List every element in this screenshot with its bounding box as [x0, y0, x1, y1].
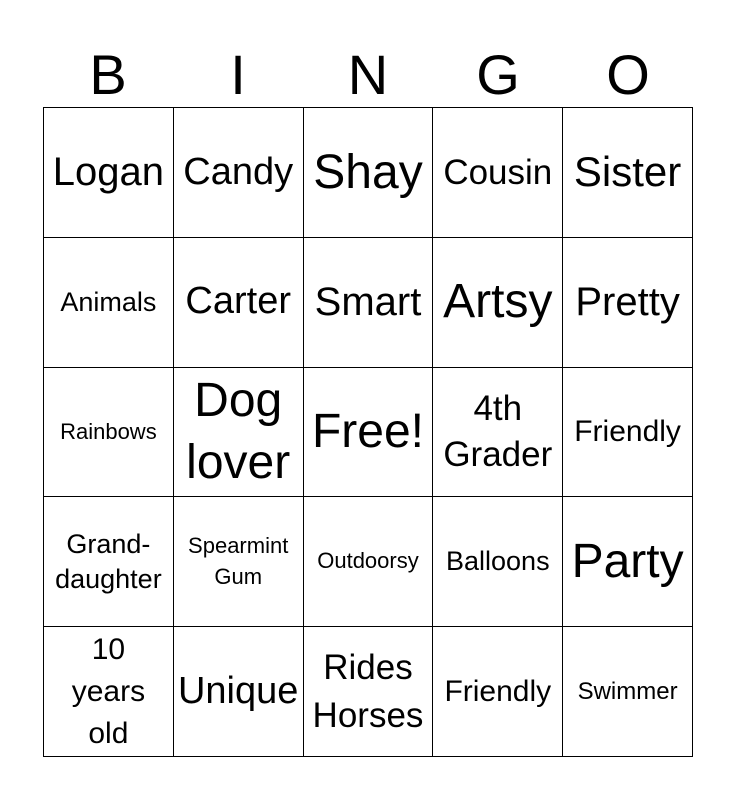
- cell-label: Swimmer: [577, 677, 678, 705]
- cell-label: Carter: [185, 280, 291, 323]
- cell-label: Sister: [573, 148, 682, 196]
- cell-label: Outdoorsy: [317, 548, 419, 574]
- bingo-cell[interactable]: [563, 108, 693, 238]
- bingo-cell[interactable]: [563, 368, 693, 498]
- cell-label: Shay: [313, 145, 423, 199]
- bingo-cell[interactable]: [304, 108, 434, 238]
- bingo-cell[interactable]: [433, 497, 563, 627]
- bingo-cell[interactable]: [433, 108, 563, 238]
- bingo-cell[interactable]: [174, 627, 304, 757]
- cell-label: 10 years old: [71, 632, 146, 750]
- cell-label: Animals: [60, 286, 157, 317]
- bingo-cell[interactable]: [433, 627, 563, 757]
- bingo-cell[interactable]: [304, 238, 434, 368]
- bingo-cell[interactable]: [304, 497, 434, 627]
- header-letter-b: B: [89, 43, 127, 106]
- bingo-cell[interactable]: [563, 238, 693, 368]
- bingo-cell[interactable]: [174, 108, 304, 238]
- bingo-card-grid: [43, 107, 693, 757]
- bingo-header: [43, 42, 693, 108]
- header-letter-g: G: [476, 43, 520, 106]
- cell-label: Spearmint Gum: [188, 532, 289, 589]
- cell-label: Friendly: [574, 414, 681, 448]
- cell-label: Unique: [177, 669, 299, 712]
- cell-label: 4th Grader: [443, 389, 553, 474]
- bingo-cell[interactable]: [44, 108, 174, 238]
- header-letter-o: O: [606, 43, 650, 106]
- bingo-cell[interactable]: [304, 368, 434, 498]
- cell-label: Logan: [52, 150, 165, 195]
- bingo-cell[interactable]: [174, 497, 304, 627]
- bingo-cell[interactable]: [44, 627, 174, 757]
- bingo-cell[interactable]: [174, 368, 304, 498]
- cell-label: Party: [571, 534, 684, 588]
- header-letter-n: N: [347, 43, 389, 106]
- bingo-cell[interactable]: [563, 627, 693, 757]
- cell-label: Cousin: [443, 152, 553, 192]
- bingo-cell[interactable]: [44, 238, 174, 368]
- bingo-cell[interactable]: [174, 238, 304, 368]
- cell-label: Pretty: [575, 280, 680, 325]
- bingo-cell[interactable]: [44, 368, 174, 498]
- cell-label: Dog lover: [186, 373, 291, 489]
- header-letter-i: I: [230, 43, 246, 106]
- cell-label: Candy: [183, 150, 294, 193]
- cell-label: Balloons: [446, 546, 550, 577]
- cell-label: Rides Horses: [312, 648, 424, 735]
- cell-label: Rainbows: [60, 418, 157, 444]
- bingo-cell[interactable]: [44, 497, 174, 627]
- bingo-cell[interactable]: [433, 368, 563, 498]
- cell-label: Friendly: [444, 674, 552, 708]
- bingo-cell[interactable]: [563, 497, 693, 627]
- bingo-cell[interactable]: [433, 238, 563, 368]
- cell-label: Free!: [311, 405, 424, 459]
- cell-label: Smart: [314, 280, 422, 325]
- bingo-cell[interactable]: [304, 627, 434, 757]
- cell-label: Grand- daughter: [55, 528, 162, 594]
- cell-label: Artsy: [443, 275, 553, 329]
